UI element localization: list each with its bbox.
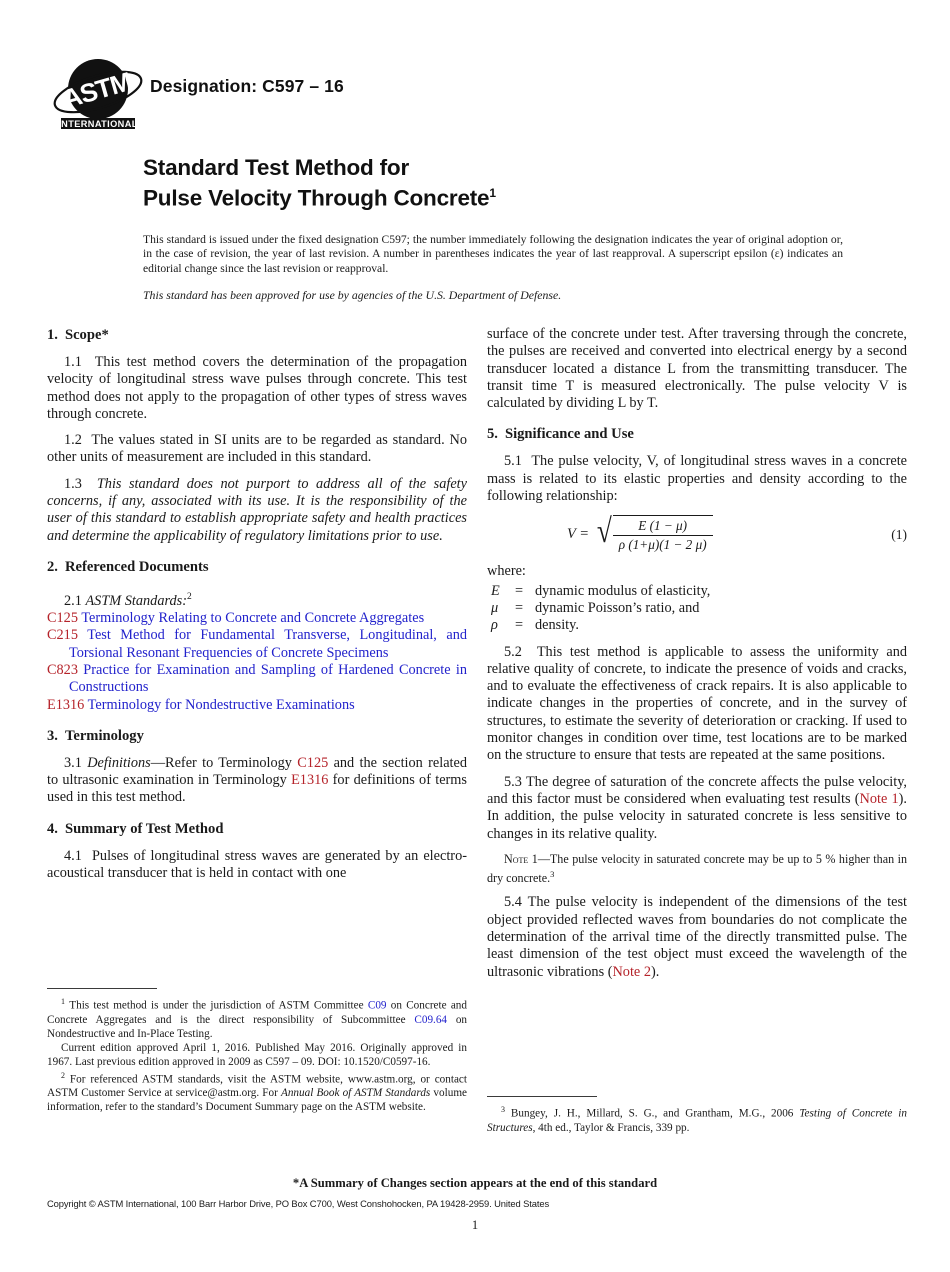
table-row <box>491 617 714 634</box>
list-item[interactable] <box>47 662 467 697</box>
equals-sign: = <box>515 617 524 634</box>
standard-designation[interactable]: C125 <box>47 610 78 627</box>
footnote-text-a: This test method is under the jurisdiction of ASTM Committee <box>69 999 368 1012</box>
footnotes-right <box>487 1096 907 1135</box>
paragraph-text: surface of the concrete under test. After traversing through the concrete, the pulses are received and converted into electrical energy by a second transducer located a distance L from the transmitting transducer. The transit time T is measured electronically. The pulse velocity V is calculated by dividing L by T. <box>487 326 907 412</box>
section-number: 2. <box>47 558 58 575</box>
paragraph-1-2 <box>47 423 467 467</box>
symbol: ρ <box>491 617 498 634</box>
standard-title[interactable]: Terminology Relating to Concrete and Concrete Aggregates <box>81 610 425 627</box>
section-heading-significance <box>487 425 907 443</box>
symbol: E <box>491 582 500 599</box>
note-text: —The pulse velocity in saturated concrete may be up to 5 % higher than in dry concrete. <box>487 851 908 885</box>
issue-note: This standard is issued under the fixed designation C597; the number immediately following the designation indicates the year of original adoption or, in the case of revision, the year of last revision. A number in parentheses indicates the year of last reapproval. A superscript epsilon (ε) indicates an editorial change since the last revision or reapproval. <box>143 232 843 275</box>
right-column <box>487 326 907 981</box>
note-label: Note 1 <box>504 851 538 866</box>
definitions-lead: Definitions <box>87 754 151 771</box>
astm-international-logo <box>50 56 146 136</box>
standard-designation[interactable]: C823 <box>47 661 78 678</box>
section-number: 4. <box>47 820 58 837</box>
paragraph-text: This test method covers the determination of the propagation velocity of longitudinal stress wave pulses through concrete. This test method does not apply to the propagation of other types of stress waves through concrete. <box>47 354 468 422</box>
title-footnote-marker: 1 <box>489 185 496 200</box>
paragraph-5-1 <box>487 448 907 505</box>
note-1-link[interactable]: Note 1 <box>859 790 899 807</box>
left-column <box>47 326 467 882</box>
subsection-title: ASTM Standards: <box>85 592 187 609</box>
page-title <box>143 155 843 211</box>
footnote-divider <box>47 988 157 989</box>
page-header <box>50 56 910 146</box>
paragraph-5-3 <box>487 765 907 843</box>
standard-designation[interactable]: C215 <box>47 627 78 644</box>
footnote-3 <box>487 1103 907 1135</box>
footnote-text-b: volume information, refer to the standard’s Document Summary page on the ASTM website. <box>47 1087 467 1114</box>
footnote-text-b: , 4th ed., Taylor & Francis, 339 pp. <box>532 1121 690 1134</box>
svg-text:INTERNATIONAL: INTERNATIONAL <box>58 119 138 129</box>
section-title: Referenced Documents <box>64 558 209 575</box>
paragraph-number: 5.1 <box>504 453 522 470</box>
square-root-icon <box>595 515 713 554</box>
where-definitions-table <box>491 583 714 635</box>
footnote-marker: 2 <box>61 1070 65 1080</box>
copyright-notice: Copyright © ASTM International, 100 Barr Harbor Drive, PO Box C700, West Conshohocken, PA 19428-2959. United States <box>47 1198 550 1209</box>
equation-lhs: V = <box>567 526 590 543</box>
standard-title[interactable]: Terminology for Nondestructive Examinations <box>87 696 355 713</box>
note-footnote-marker: 3 <box>550 868 555 879</box>
paragraph-text-b: and the section related to ultrasonic examination in Terminology <box>47 754 468 789</box>
footnote-divider <box>487 1096 597 1097</box>
paragraph-text: Pulses of longitudinal stress waves are generated by an electro-acoustical transducer that is held in contact with one <box>47 847 467 881</box>
reference-link-e1316[interactable]: E1316 <box>291 772 329 789</box>
title-line-1: Standard Test Method for <box>143 155 410 180</box>
list-item[interactable] <box>47 697 467 714</box>
section-heading-referenced-documents <box>47 558 467 576</box>
equation-number: (1) <box>891 527 907 543</box>
designation-label: Designation: C597 – 16 <box>150 76 344 96</box>
list-item[interactable] <box>47 610 467 627</box>
committee-link-c09[interactable]: C09 <box>367 999 387 1012</box>
paragraph-5-4 <box>487 885 907 980</box>
section-number: 1. <box>47 327 58 343</box>
note-1 <box>487 843 907 886</box>
footnote-text-a: Bungey, J. H., Millard, S. G., and Grantham, M.G., 2006 <box>510 1107 800 1120</box>
footnote-text-b: on Concrete and Concrete Aggregates and is the direct responsibility of Subcommittee <box>47 999 467 1026</box>
equation-1 <box>487 511 907 559</box>
paragraph-3-1 <box>47 750 467 807</box>
section-heading-terminology <box>47 727 467 745</box>
paragraph-number: 1.2 <box>64 432 82 449</box>
section-title: Summary of Test Method <box>64 820 224 837</box>
definition: density. <box>535 617 579 634</box>
symbol: μ <box>491 599 499 616</box>
footnote-2 <box>47 1069 467 1115</box>
paragraph-text: This standard does not purport to address all of the safety concerns, if any, associated with its use. It is the responsibility of the user of this standard to establish appropriate safety and health practices and determine the applicability of regulatory limitations prior to use. <box>47 475 467 544</box>
footnotes-left <box>47 988 467 1114</box>
definition: dynamic modulus of elasticity, <box>535 582 711 599</box>
note-2-link[interactable]: Note 2 <box>612 963 651 980</box>
where-label: where: <box>487 563 526 580</box>
title-line-2: Pulse Velocity Through Concrete <box>143 185 490 210</box>
paragraph-text-b: ). In addition, the pulse velocity in saturated concrete is less sensitive to changes in its relative quality. <box>487 790 908 842</box>
section-title: Significance and Use <box>504 426 634 443</box>
paragraph-1-3 <box>47 467 467 545</box>
fraction-denominator: ρ (1+μ)(1 − 2 μ) <box>613 535 713 554</box>
summary-of-changes-note: *A Summary of Changes section appears at the end of this standard <box>292 1176 658 1190</box>
section-number: 5. <box>487 426 498 443</box>
reference-link-c125[interactable]: C125 <box>297 754 329 771</box>
definition: dynamic Poisson’s ratio, and <box>535 599 700 616</box>
paragraph-text-a: The degree of saturation of the concrete affects the pulse velocity, and this factor must be considered when evaluating test results ( <box>487 773 908 807</box>
paragraph-4-1 <box>47 843 467 883</box>
paragraph-number: 1.1 <box>64 354 82 370</box>
section-title: Terminology <box>64 727 144 744</box>
paragraph-4-1-continued <box>487 326 907 412</box>
paragraph-text-b: ). <box>650 963 660 980</box>
paragraph-number: 5.4 <box>504 894 522 911</box>
title-block <box>143 155 843 302</box>
fraction <box>613 515 713 554</box>
paragraph-text: This test method is applicable to assess the uniformity and relative quality of concrete, to indicate the presence of voids and cracks, and to evaluate the effectiveness of crack repairs. It is also applicable to indicate changes in the properties of concrete, and in the survey of structures, to estimate the severity of deterioration or cracking. If used to monitor changes in condition over time, test locations are to be marked on the structure to ensure that tests are repeated at the same positions. <box>487 643 908 764</box>
equals-sign: = <box>515 599 524 616</box>
equation-expression <box>567 515 713 554</box>
section-heading-scope <box>47 326 467 344</box>
section-title: Scope* <box>64 327 109 343</box>
paragraph-number: 3.1 <box>64 754 82 771</box>
astm-standards-subheading <box>47 581 467 610</box>
table-row <box>491 583 714 600</box>
paragraph-1-1 <box>47 349 467 423</box>
paragraph-number: 5.3 <box>504 773 522 790</box>
paragraph-text: The values stated in SI units are to be regarded as standard. No other units of measurement are included in this standard. <box>47 432 467 466</box>
paragraph-number: 4.1 <box>64 847 82 864</box>
standard-title[interactable]: Test Method for Fundamental Transverse, Longitudinal, and Torsional Resonant Frequencies of Concrete Specimens <box>69 627 467 661</box>
paragraph-5-2 <box>487 635 907 765</box>
paragraph-text-a: —Refer to Terminology <box>150 754 298 771</box>
footnote-marker: 1 <box>61 997 65 1006</box>
footnote-italic-title: Annual Book of ASTM Standards <box>281 1087 431 1100</box>
footnote-italic-title: Testing of Concrete in Structures <box>487 1107 907 1134</box>
subsection-footnote-marker: 2 <box>187 591 192 602</box>
standard-title[interactable]: Practice for Examination and Sampling of Hardened Concrete in Constructions <box>69 661 467 696</box>
table-row <box>491 600 714 617</box>
section-number: 3. <box>47 727 58 744</box>
referenced-standards-list <box>47 610 467 714</box>
dod-approval-note: This standard has been approved for use by agencies of the U.S. Department of Defense. <box>143 288 562 303</box>
paragraph-number: 1.3 <box>64 475 82 492</box>
paragraph-number: 5.2 <box>504 643 522 660</box>
subsection-number: 2.1 <box>64 592 82 609</box>
page-number: 1 <box>471 1218 479 1232</box>
equals-sign: = <box>515 582 524 599</box>
footnote-text-a: For referenced ASTM standards, visit the ASTM website, www.astm.org, or contact ASTM Customer Service at service@astm.org. For <box>47 1073 467 1100</box>
footnote-edition-info: Current edition approved April 1, 2016. Published May 2016. Originally approved in 1967. Last previous edition approved in 2009 as C597 – 09. DOI: 10.1520/C0597-16. <box>47 1041 467 1068</box>
paragraph-text-a: The pulse velocity is independent of the dimensions of the test object provided reflected waves from boundaries do not complicate the determination of the arrival time of the directly transmitted pulse. The least dimension of the test object must exceed the wavelength of the ultrasonic vibrations ( <box>487 894 907 980</box>
section-heading-summary <box>47 820 467 838</box>
footnote-marker: 3 <box>501 1105 505 1114</box>
fraction-numerator: E (1 − μ) <box>638 518 688 534</box>
footnote-text-c: on Nondestructive and In-Place Testing. <box>47 1013 468 1040</box>
svg-text:ASTM: ASTM <box>59 66 135 115</box>
footnote-1 <box>47 995 467 1041</box>
subcommittee-link-c0964[interactable]: C09.64 <box>414 1013 448 1026</box>
list-item[interactable] <box>47 627 467 662</box>
paragraph-text: The pulse velocity, V, of longitudinal stress waves in a concrete mass is related to its elastic properties and density according to the following relationship: <box>487 453 908 505</box>
standard-designation[interactable]: E1316 <box>47 696 85 713</box>
paragraph-text-c: for definitions of terms used in this test method. <box>47 772 467 806</box>
radical-sign: √ <box>596 513 612 551</box>
